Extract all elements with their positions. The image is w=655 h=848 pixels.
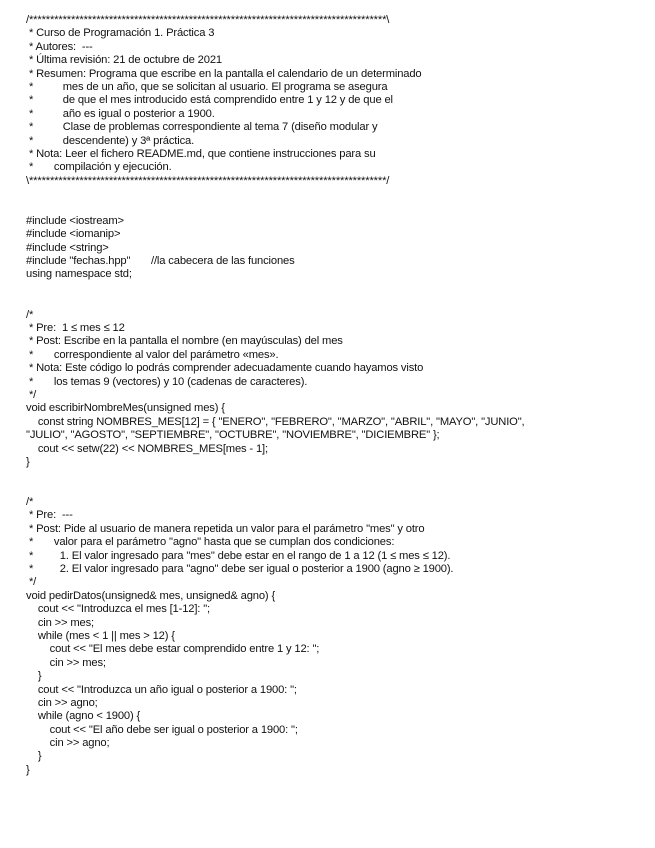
code-line: * los temas 9 (vectores) y 10 (cadenas de caracteres). bbox=[26, 375, 308, 388]
code-line: * Autores: --- bbox=[26, 40, 93, 53]
code-line: \*************************************************************************************/ bbox=[26, 174, 390, 187]
code-line: */ bbox=[26, 388, 37, 401]
code-line: cin >> agno; bbox=[26, 737, 110, 750]
code-line: cin >> agno; bbox=[26, 696, 98, 709]
code-line: * mes de un año, que se solicitan al usuario. El programa se asegura bbox=[26, 80, 388, 93]
code-line: /*************************************************************************************\ bbox=[26, 14, 390, 26]
blank-line bbox=[26, 295, 648, 308]
code-line: * de que el mes introducido está comprendido entre 1 y 12 y de que el bbox=[26, 94, 393, 107]
blank-line bbox=[26, 188, 648, 201]
code-line: * Post: Pide al usuario de manera repetida un valor para el parámetro "mes" y otro bbox=[26, 522, 425, 535]
code-line: cout << "Introduzca el mes [1-12]: "; bbox=[26, 603, 210, 616]
header-comment-block bbox=[26, 14, 648, 188]
code-line: #include <iomanip> bbox=[26, 228, 121, 241]
escribir-nombre-mes-function bbox=[26, 402, 648, 469]
code-line: #include <string> bbox=[26, 241, 109, 254]
code-line: * Nota: Este código lo podrás comprender adecuadamente cuando hayamos visto bbox=[26, 362, 424, 375]
code-line: * 2. El valor ingresado para "agno" debe ser igual o posterior a 1900 (agno ≥ 1900). bbox=[26, 563, 454, 576]
code-line: while (mes < 1 || mes > 12) { bbox=[26, 629, 175, 642]
code-line: cout << "El año debe ser igual o posterior a 1900: "; bbox=[26, 723, 298, 736]
code-line: using namespace std; bbox=[26, 268, 132, 281]
code-line: } bbox=[26, 763, 30, 776]
code-line: cout << "El mes debe estar comprendido entre 1 y 12: "; bbox=[26, 643, 320, 656]
code-line: /* bbox=[26, 308, 34, 321]
source-document bbox=[26, 14, 648, 777]
code-line: * Pre: 1 ≤ mes ≤ 12 bbox=[26, 321, 125, 334]
code-line: */ bbox=[26, 576, 37, 589]
includes-block bbox=[26, 215, 648, 282]
code-line: * Post: Escribe en la pantalla el nombre (en mayúsculas) del mes bbox=[26, 335, 343, 348]
code-line: void escribirNombreMes(unsigned mes) { bbox=[26, 402, 225, 415]
code-line: * valor para el parámetro "agno" hasta que se cumplan dos condiciones: bbox=[26, 536, 395, 549]
code-line: * Nota: Leer el fichero README.md, que contiene instrucciones para su bbox=[26, 147, 376, 160]
code-line: /* bbox=[26, 496, 34, 509]
code-line: * Pre: --- bbox=[26, 509, 73, 522]
code-line: cin >> mes; bbox=[26, 656, 106, 669]
code-line: #include <iostream> bbox=[26, 214, 124, 227]
code-line: } bbox=[26, 750, 42, 763]
escribir-nombre-mes-comment bbox=[26, 309, 648, 403]
code-line: * Resumen: Programa que escribe en la pantalla el calendario de un determinado bbox=[26, 67, 422, 80]
code-line: const string NOMBRES_MES[12] = { "ENERO", "FEBRERO", "MARZO", "ABRIL", "MAYO", "JUNIO", bbox=[26, 415, 525, 428]
code-line: while (agno < 1900) { bbox=[26, 710, 141, 723]
code-line: cout << setw(22) << NOMBRES_MES[mes - 1]; bbox=[26, 442, 268, 455]
blank-line bbox=[26, 201, 648, 214]
pedir-datos-comment bbox=[26, 496, 648, 590]
code-line: * compilación y ejecución. bbox=[26, 161, 172, 174]
code-line: * año es igual o posterior a 1900. bbox=[26, 107, 215, 120]
code-line: * Clase de problemas correspondiente al tema 7 (diseño modular y bbox=[26, 121, 378, 134]
code-line: * 1. El valor ingresado para "mes" debe estar en el rango de 1 a 12 (1 ≤ mes ≤ 12). bbox=[26, 549, 451, 562]
code-line: cout << "Introduzca un año igual o posterior a 1900: "; bbox=[26, 683, 297, 696]
code-line: * correspondiente al valor del parámetro «mes». bbox=[26, 348, 279, 361]
code-line: * Última revisión: 21 de octubre de 2021 bbox=[26, 54, 222, 67]
code-line: "JULIO", "AGOSTO", "SEPTIEMBRE", "OCTUBRE", "NOVIEMBRE", "DICIEMBRE" }; bbox=[26, 429, 440, 442]
blank-line bbox=[26, 282, 648, 295]
code-line: void pedirDatos(unsigned& mes, unsigned& agno) { bbox=[26, 589, 276, 602]
blank-line bbox=[26, 469, 648, 482]
pedir-datos-function bbox=[26, 590, 648, 777]
code-line: cin >> mes; bbox=[26, 616, 95, 629]
code-line: * descendente) y 3ª práctica. bbox=[26, 134, 195, 147]
code-line: } bbox=[26, 670, 42, 683]
code-line: * Curso de Programación 1. Práctica 3 bbox=[26, 27, 215, 40]
code-line: } bbox=[26, 455, 30, 468]
blank-line bbox=[26, 483, 648, 496]
code-line: #include "fechas.hpp" //la cabecera de las funciones bbox=[26, 255, 295, 268]
